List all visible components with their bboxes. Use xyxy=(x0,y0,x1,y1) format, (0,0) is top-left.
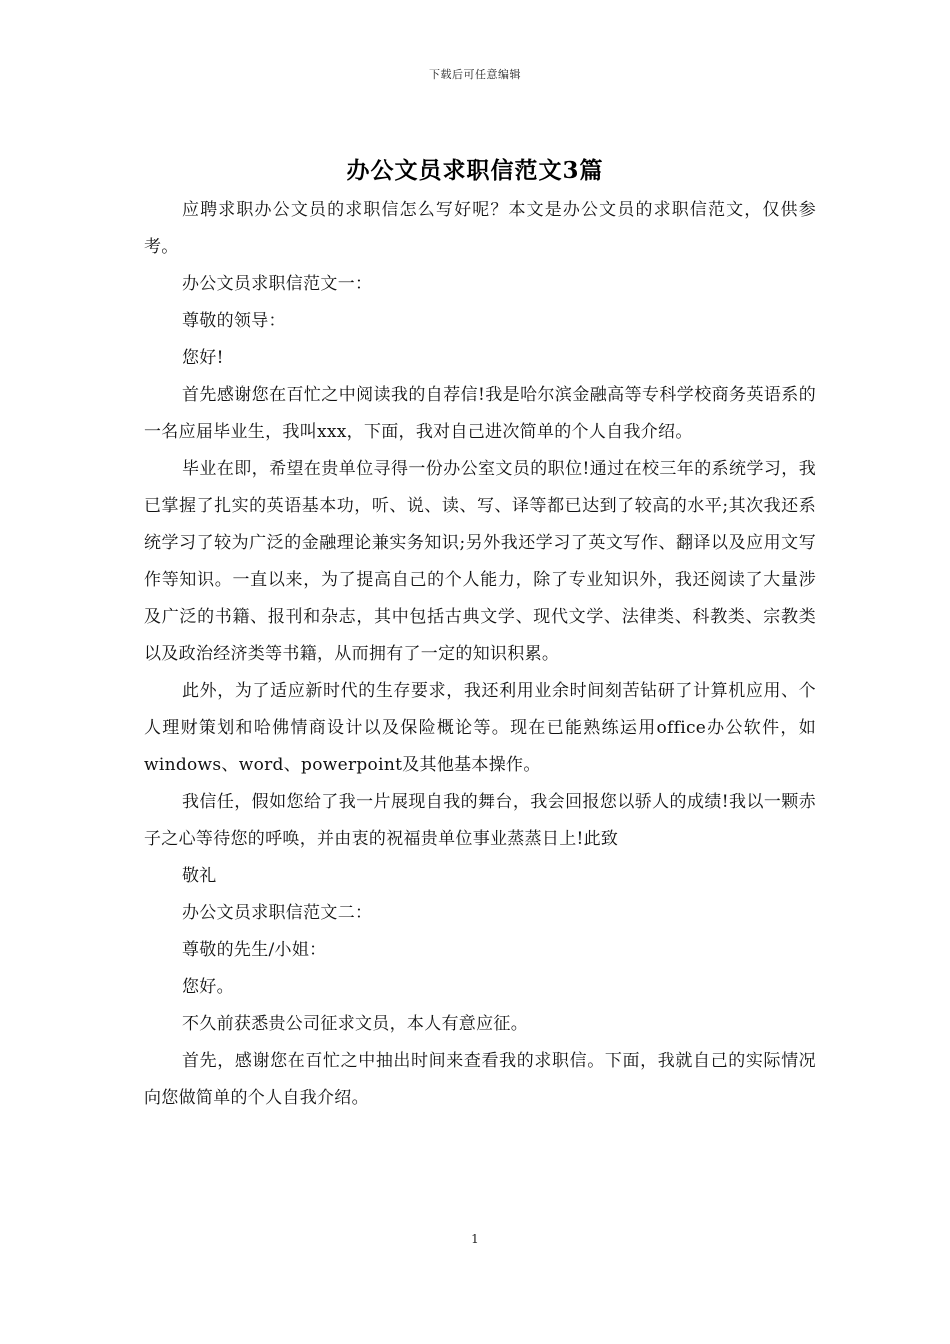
document-body xyxy=(144,192,816,1117)
sign-off: 敬礼 xyxy=(182,866,217,886)
document-title: 办公文员求职信范文3篇 xyxy=(346,157,604,184)
paragraph-closing: 我信任，假如您给了我一片展现自我的舞台，我会回报您以骄人的成绩!我以一颗赤子之心等待您的呼唤，并由衷的祝福贵单位事业蒸蒸日上!此致 xyxy=(144,792,816,849)
paragraph-self-introduction: 首先感谢您在百忙之中阅读我的自荐信!我是哈尔滨金融高等专科学校商务英语系的一名应届毕业生，我叫xxx，下面，我对自己进次简单的个人自我介绍。 xyxy=(144,385,816,442)
section-heading-sample-1: 办公文员求职信范文一： xyxy=(182,274,373,294)
salutation-2: 尊敬的先生/小姐： xyxy=(182,940,327,960)
paragraph-education: 毕业在即，希望在贵单位寻得一份办公室文员的职位!通过在校三年的系统学习，我已掌握了扎实的英语基本功，听、说、读、写、译等都已达到了较高的水平;其次我还系统学习了较为广泛的金融理论兼实务知识;另外我还学习了英文写作、翻译以及应用文写作等知识。一直以来，为了提高自己的个人能力，除了专业知识外，我还阅读了大量涉及广泛的书籍、报刊和杂志，其中包括古典文学、现代文学、法律类、科教类、宗教类以及政治经济类等书籍，从而拥有了一定的知识积累。 xyxy=(144,459,816,664)
paragraph-thanks: 首先，感谢您在百忙之中抽出时间来查看我的求职信。下面，我就自己的实际情况向您做简单的个人自我介绍。 xyxy=(144,1051,816,1108)
greeting: 您好! xyxy=(182,348,224,368)
salutation: 尊敬的领导： xyxy=(182,311,286,331)
page-header: 下载后可任意编辑 xyxy=(429,68,521,81)
page-number: 1 xyxy=(471,1232,479,1246)
section-heading-sample-2: 办公文员求职信范文二： xyxy=(182,903,373,923)
paragraph-intro: 应聘求职办公文员的求职信怎么写好呢？本文是办公文员的求职信范文，仅供参考。 xyxy=(144,200,816,257)
paragraph-application: 不久前获悉贵公司征求文员，本人有意应征。 xyxy=(182,1014,528,1034)
paragraph-skills: 此外，为了适应新时代的生存要求，我还利用业余时间刻苦钻研了计算机应用、个人理财策划和哈佛情商设计以及保险概论等。现在已能熟练运用office办公软件，如windows、word、powerpoint及其他基本操作。 xyxy=(144,681,816,775)
greeting-2: 您好。 xyxy=(182,977,234,997)
